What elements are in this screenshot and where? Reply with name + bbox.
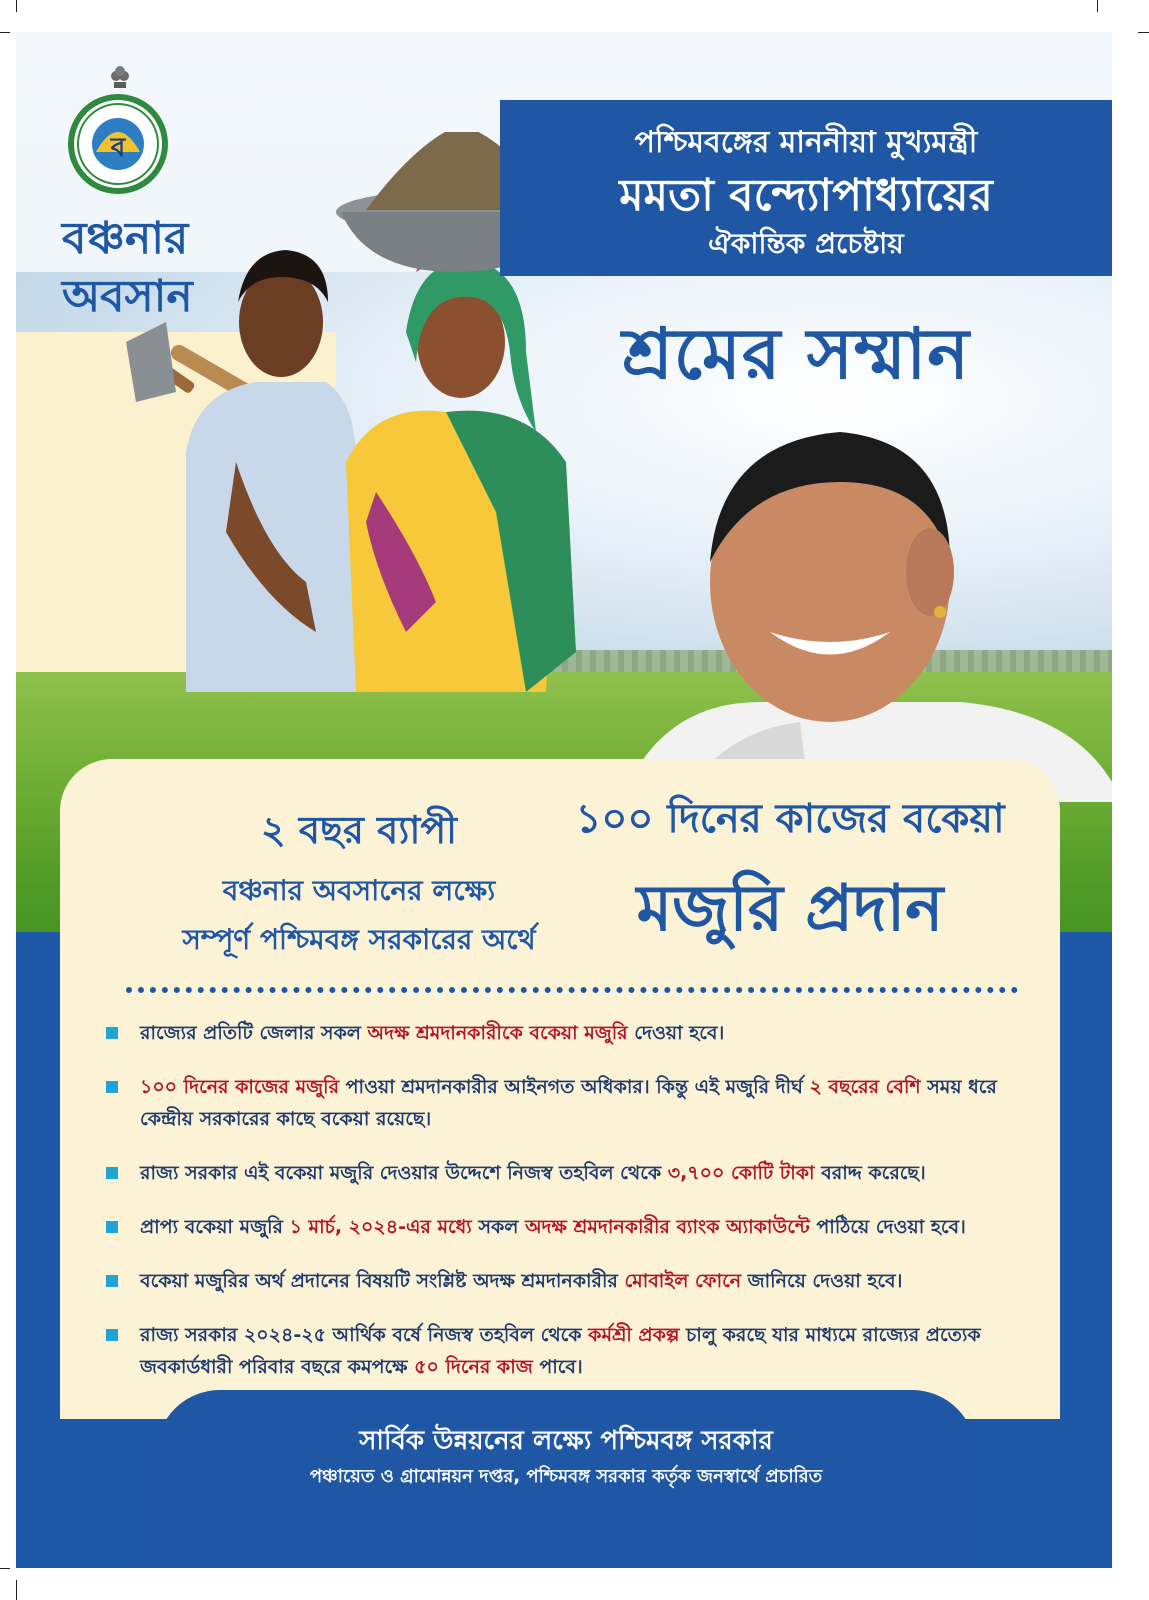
lion-capital-icon <box>108 62 132 92</box>
crop-mark <box>1138 32 1149 33</box>
bullet-highlight: ১০০ দিনের কাজের মজুরি <box>140 1076 340 1098</box>
tagline-line-2: অবসান <box>62 271 193 322</box>
bullet-text: সকল <box>471 1216 526 1238</box>
card-right-text <box>530 787 1050 967</box>
poster <box>16 32 1112 1568</box>
bullet-square-icon <box>106 1221 118 1233</box>
banner-line-3: ঐকান্তিক প্রচেষ্টায় <box>708 227 904 260</box>
bullet-text: পাওয়া শ্রমদানকারীর আইনগত অধিকার। কিন্তু এই মজুরি দীর্ঘ <box>339 1076 810 1098</box>
tagline-line-1: বঞ্চনার <box>62 213 189 264</box>
crop-mark <box>16 0 17 12</box>
bullet-text: বরাদ্দ করেছে। <box>814 1162 926 1184</box>
banner-line-1: পশ্চিমবঙ্গের মাননীয়া মুখ্যমন্ত্রী <box>634 125 978 160</box>
bullet-text: পাঠিয়ে দেওয়া হবে। <box>809 1216 966 1238</box>
crop-mark <box>0 32 10 33</box>
card-right-line-2: মজুরি প্রদান <box>636 872 944 946</box>
bullet-highlight: ২ বছরের বেশি <box>809 1076 921 1098</box>
bullet-text: বকেয়া মজুরির অর্থ প্রদানের বিষয়টি সংশ্লিষ্ট অদক্ষ শ্রমদানকারীর <box>140 1270 625 1292</box>
dotted-divider <box>126 987 1018 993</box>
bullet-item <box>106 1211 1036 1243</box>
bullet-text: রাজ্য সরকার এই বকেয়া মজুরি দেওয়ার উদ্দেশে নিজস্ব তহবিল থেকে <box>140 1162 668 1184</box>
bullet-highlight: অদক্ষ শ্রমদানকারীকে বকেয়া মজুরি <box>367 1022 628 1044</box>
card-right-line-1: ১০০ দিনের কাজের বকেয়া <box>575 796 1005 842</box>
top-banner <box>500 100 1112 276</box>
bullet-square-icon <box>106 1081 118 1093</box>
bullet-highlight: ৫০ দিনের কাজ <box>414 1356 533 1378</box>
crop-mark <box>0 1568 10 1569</box>
card-left-line-3: সম্পূর্ণ পশ্চিমবঙ্গ সরকারের অর্থে <box>182 923 536 956</box>
bullet-highlight: মোবাইল ফোনে <box>624 1270 742 1292</box>
bullet-square-icon <box>106 1167 118 1179</box>
svg-text:ব: ব <box>110 133 126 163</box>
bullet-highlight: ৩,৭০০ কোটি টাকা <box>667 1162 815 1184</box>
bullet-text: সময় ধরে কেন্দ্রীয় সরকারের কাছে বকেয়া রয়েছে। <box>140 1076 997 1130</box>
bullet-text: রাজ্য সরকার ২০২৪-২৫ আর্থিক বর্ষে নিজস্ব তহবিল থেকে <box>140 1324 589 1346</box>
banner-line-2: মমতা বন্দ্যোপাধ্যায়ের <box>619 170 993 221</box>
bullet-square-icon <box>106 1275 118 1287</box>
bullet-item <box>106 1157 1036 1189</box>
card-left-line-1: ২ বছর ব্যাপী <box>260 808 458 852</box>
card-left-line-2: বঞ্চনার অবসানের লক্ষ্যে <box>222 874 496 907</box>
bullet-square-icon <box>106 1329 118 1341</box>
bullet-item <box>106 1265 1036 1297</box>
info-card <box>60 759 1060 1419</box>
crop-mark <box>1097 0 1098 12</box>
footer-line-1: সার্বিক উন্নয়নের লক্ষ্যে পশ্চিমবঙ্গ সরকার <box>359 1426 773 1456</box>
bullet-text: প্রাপ্য বকেয়া মজুরি <box>140 1216 290 1238</box>
bullet-text: দেওয়া হবে। <box>627 1022 725 1044</box>
bullet-text: জানিয়ে দেওয়া হবে। <box>741 1270 903 1292</box>
bullet-square-icon <box>106 1027 118 1039</box>
bullet-text: পাবে। <box>532 1356 583 1378</box>
card-left-text <box>124 801 594 965</box>
bullet-highlight: কর্মশ্রী প্রকল্প <box>588 1324 680 1346</box>
bullet-text: রাজ্যের প্রতিটি জেলার সকল <box>140 1022 368 1044</box>
footer-line-2: পঞ্চায়েত ও গ্রামোন্নয়ন দপ্তর, পশ্চিমবঙ্গ সরকার কর্তৃক জনস্বার্থে প্রচারিত <box>309 1466 823 1487</box>
bullet-highlight: অদক্ষ শ্রমদানকারীর ব্যাংক অ্যাকাউন্টে <box>525 1216 810 1238</box>
chief-minister-portrait <box>600 402 1112 802</box>
bullet-item <box>106 1017 1036 1049</box>
bullet-highlight: ১ মার্চ, ২০২৪-এর মধ্যে <box>289 1216 472 1238</box>
bullet-list <box>106 1017 1036 1405</box>
bullet-text: চালু করছে যার মাধ্যমে রাজ্যের প্রত্যেক জবকার্ডধারী পরিবার বছরে কমপক্ষে <box>140 1324 981 1378</box>
crop-mark <box>16 1580 17 1600</box>
footer-banner <box>156 1390 976 1568</box>
bullet-item <box>106 1319 1036 1383</box>
main-headline: শ্রমের সম্মান <box>621 313 971 395</box>
bullet-item <box>106 1071 1036 1135</box>
